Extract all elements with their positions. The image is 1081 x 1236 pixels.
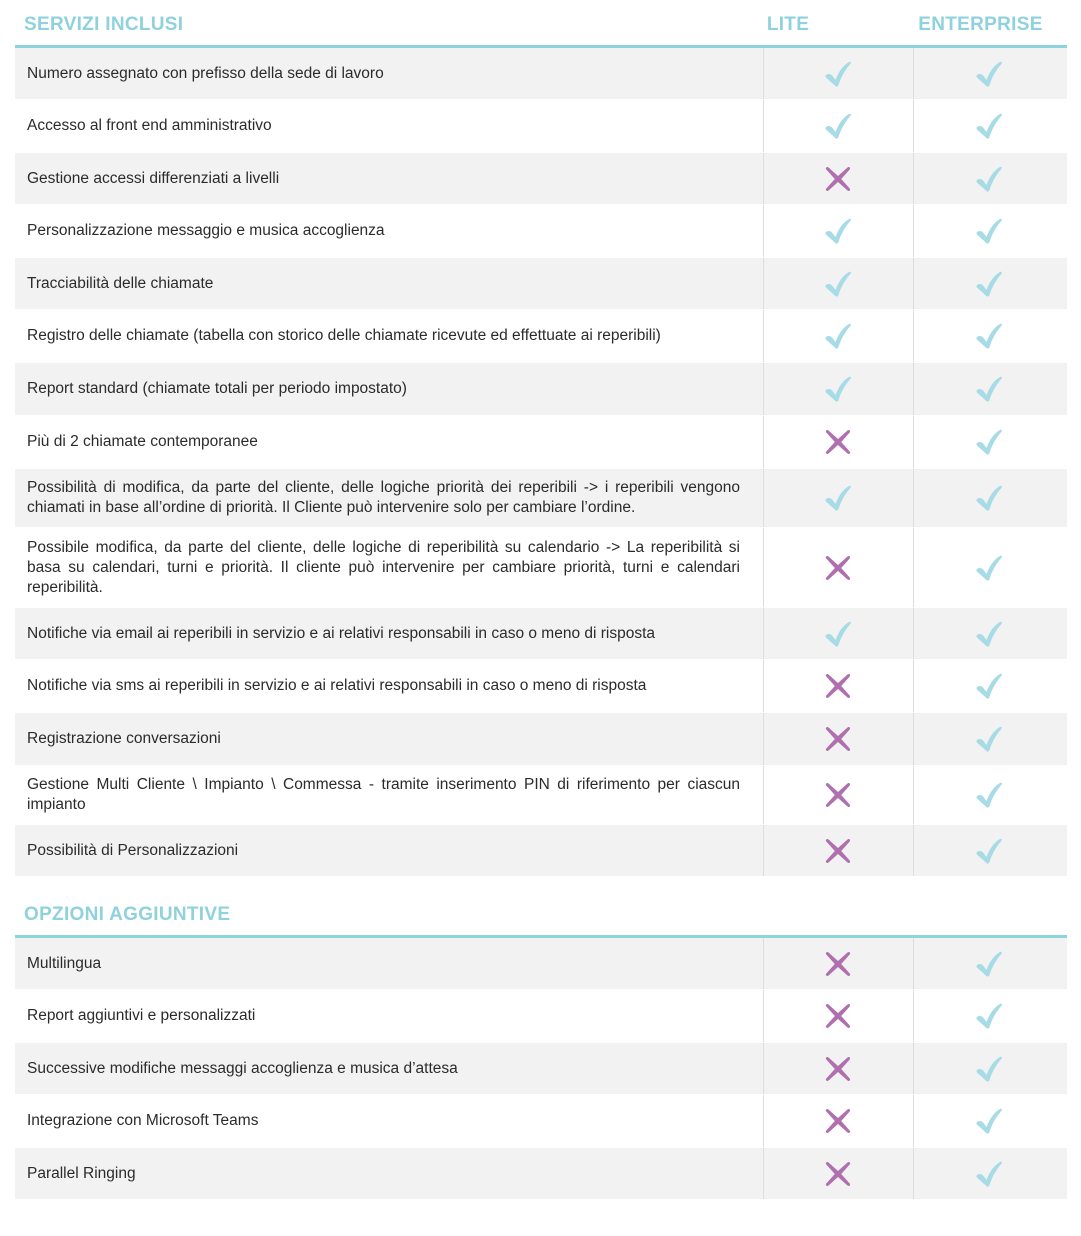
column-divider bbox=[913, 528, 914, 607]
additional-options-rows bbox=[15, 938, 1067, 1200]
section-title: SERVIZI INCLUSI bbox=[24, 14, 184, 35]
column-divider bbox=[913, 310, 914, 362]
column-divider bbox=[913, 608, 914, 659]
column-divider bbox=[763, 153, 764, 204]
cross-icon bbox=[823, 553, 853, 583]
feature-label: Gestione Multi Cliente \ Impianto \ Commessa - tramite inserimento PIN di riferimento per ciascun impianto bbox=[27, 776, 740, 813]
feature-label: Gestione accessi differenziati a livelli bbox=[27, 169, 280, 187]
feature-label: Notifiche via email ai reperibili in servizio e ai relativi responsabili in caso o meno di risposta bbox=[27, 624, 656, 642]
table-row bbox=[15, 48, 1067, 100]
feature-label: Registrazione conversazioni bbox=[27, 730, 221, 747]
table-row bbox=[15, 363, 1067, 416]
column-divider bbox=[763, 825, 764, 876]
column-divider bbox=[913, 48, 914, 99]
cross-icon bbox=[823, 1106, 853, 1136]
column-divider bbox=[763, 938, 764, 989]
table-row bbox=[15, 1095, 1067, 1148]
cross-icon bbox=[823, 949, 853, 979]
cross-icon bbox=[823, 836, 853, 866]
column-divider bbox=[763, 469, 764, 527]
feature-label: Personalizzazione messaggio e musica accoglienza bbox=[27, 222, 385, 239]
check-icon bbox=[974, 553, 1004, 583]
check-icon bbox=[823, 374, 853, 404]
column-divider bbox=[913, 938, 914, 989]
included-services-section bbox=[15, 0, 1067, 877]
table-row bbox=[15, 258, 1067, 310]
additional-options-header bbox=[15, 890, 1067, 938]
column-divider bbox=[913, 766, 914, 824]
check-icon bbox=[974, 1159, 1004, 1189]
feature-label: Successive modifiche messaggi accoglienza e musica d’attesa bbox=[27, 1059, 458, 1077]
check-icon bbox=[974, 619, 1004, 649]
feature-label: Accesso al front end amministrativo bbox=[27, 117, 272, 134]
check-icon bbox=[823, 269, 853, 299]
feature-label: Parallel Ringing bbox=[27, 1164, 136, 1182]
feature-label: Report aggiuntivi e personalizzati bbox=[27, 1007, 256, 1024]
column-divider bbox=[913, 416, 914, 468]
check-icon bbox=[823, 59, 853, 89]
column-divider bbox=[763, 48, 764, 99]
column-divider bbox=[913, 363, 914, 415]
table-row bbox=[15, 825, 1067, 877]
check-icon bbox=[823, 111, 853, 141]
column-divider bbox=[763, 363, 764, 415]
feature-label: Integrazione con Microsoft Teams bbox=[27, 1112, 259, 1129]
table-row bbox=[15, 416, 1067, 469]
column-divider bbox=[763, 310, 764, 362]
check-icon bbox=[974, 780, 1004, 810]
check-icon bbox=[974, 59, 1004, 89]
column-divider bbox=[763, 608, 764, 659]
table-row bbox=[15, 990, 1067, 1043]
check-icon bbox=[974, 111, 1004, 141]
cross-icon bbox=[823, 164, 853, 194]
column-divider bbox=[913, 825, 914, 876]
check-icon bbox=[974, 164, 1004, 194]
check-icon bbox=[823, 321, 853, 351]
cross-icon bbox=[823, 724, 853, 754]
column-divider bbox=[913, 713, 914, 765]
column-header-enterprise: ENTERPRISE bbox=[918, 14, 1043, 35]
table-row bbox=[15, 1043, 1067, 1095]
column-divider bbox=[913, 1043, 914, 1094]
column-divider bbox=[763, 1043, 764, 1094]
feature-label: Registro delle chiamate (tabella con storico delle chiamate ricevute ed effettuate ai reperibili) bbox=[27, 327, 661, 344]
column-divider bbox=[763, 528, 764, 607]
table-row bbox=[15, 310, 1067, 363]
table-row bbox=[15, 713, 1067, 766]
table-row bbox=[15, 153, 1067, 205]
cross-icon bbox=[823, 1001, 853, 1031]
section-title: OPZIONI AGGIUNTIVE bbox=[24, 904, 231, 925]
column-divider bbox=[763, 660, 764, 712]
check-icon bbox=[974, 1001, 1004, 1031]
check-icon bbox=[823, 216, 853, 246]
table-row bbox=[15, 608, 1067, 660]
column-header-lite: LITE bbox=[766, 14, 810, 35]
column-divider bbox=[913, 660, 914, 712]
feature-label: Numero assegnato con prefisso della sede di lavoro bbox=[27, 64, 384, 82]
feature-label: Possibilità di modifica, da parte del cliente, delle logiche priorità dei reperibili -> i reperibili vengono chiamati in base all’ordine di priorità. Il Cliente può intervenire solo per cambiare l’ordine. bbox=[27, 479, 740, 516]
column-divider bbox=[913, 153, 914, 204]
check-icon bbox=[974, 216, 1004, 246]
feature-label: Più di 2 chiamate contemporanee bbox=[27, 433, 258, 450]
column-divider bbox=[763, 713, 764, 765]
check-icon bbox=[974, 374, 1004, 404]
table-row bbox=[15, 766, 1067, 825]
check-icon bbox=[974, 1106, 1004, 1136]
included-services-header bbox=[15, 0, 1067, 48]
check-icon bbox=[823, 483, 853, 513]
check-icon bbox=[974, 949, 1004, 979]
column-divider bbox=[763, 205, 764, 257]
check-icon bbox=[974, 427, 1004, 457]
included-services-rows bbox=[15, 48, 1067, 877]
check-icon bbox=[974, 1054, 1004, 1084]
table-row bbox=[15, 469, 1067, 528]
column-divider bbox=[913, 990, 914, 1042]
cross-icon bbox=[823, 1159, 853, 1189]
table-row bbox=[15, 528, 1067, 608]
check-icon bbox=[974, 321, 1004, 351]
feature-label: Report standard (chiamate totali per periodo impostato) bbox=[27, 380, 407, 397]
column-divider bbox=[913, 469, 914, 527]
check-icon bbox=[974, 269, 1004, 299]
table-row bbox=[15, 205, 1067, 258]
check-icon bbox=[974, 724, 1004, 754]
table-row bbox=[15, 100, 1067, 153]
feature-label: Possibilità di Personalizzazioni bbox=[27, 841, 239, 859]
check-icon bbox=[974, 836, 1004, 866]
feature-label: Notifiche via sms ai reperibili in servizio e ai relativi responsabili in caso o meno di risposta bbox=[27, 677, 647, 694]
feature-label: Multilingua bbox=[27, 954, 102, 972]
column-divider bbox=[763, 766, 764, 824]
column-divider bbox=[763, 258, 764, 309]
table-row bbox=[15, 938, 1067, 990]
cross-icon bbox=[823, 1054, 853, 1084]
cross-icon bbox=[823, 427, 853, 457]
column-divider bbox=[913, 258, 914, 309]
column-divider bbox=[763, 1095, 764, 1147]
column-divider bbox=[763, 416, 764, 468]
column-divider bbox=[913, 1148, 914, 1199]
table-row bbox=[15, 660, 1067, 713]
table-row bbox=[15, 1148, 1067, 1200]
cross-icon bbox=[823, 671, 853, 701]
feature-label: Tracciabilità delle chiamate bbox=[27, 274, 214, 292]
check-icon bbox=[823, 619, 853, 649]
column-divider bbox=[763, 990, 764, 1042]
column-divider bbox=[763, 1148, 764, 1199]
cross-icon bbox=[823, 780, 853, 810]
column-divider bbox=[913, 205, 914, 257]
feature-label: Possibile modifica, da parte del cliente, delle logiche di reperibilità su calendario -> La reperibilità si basa su calendari, turni e priorità. Il cliente può intervenire per cambiare priorità, turni e calendari reperibilità. bbox=[27, 538, 740, 596]
column-divider bbox=[913, 1095, 914, 1147]
column-divider bbox=[763, 100, 764, 152]
additional-options-section bbox=[15, 890, 1067, 1200]
column-divider bbox=[913, 100, 914, 152]
check-icon bbox=[974, 483, 1004, 513]
check-icon bbox=[974, 671, 1004, 701]
